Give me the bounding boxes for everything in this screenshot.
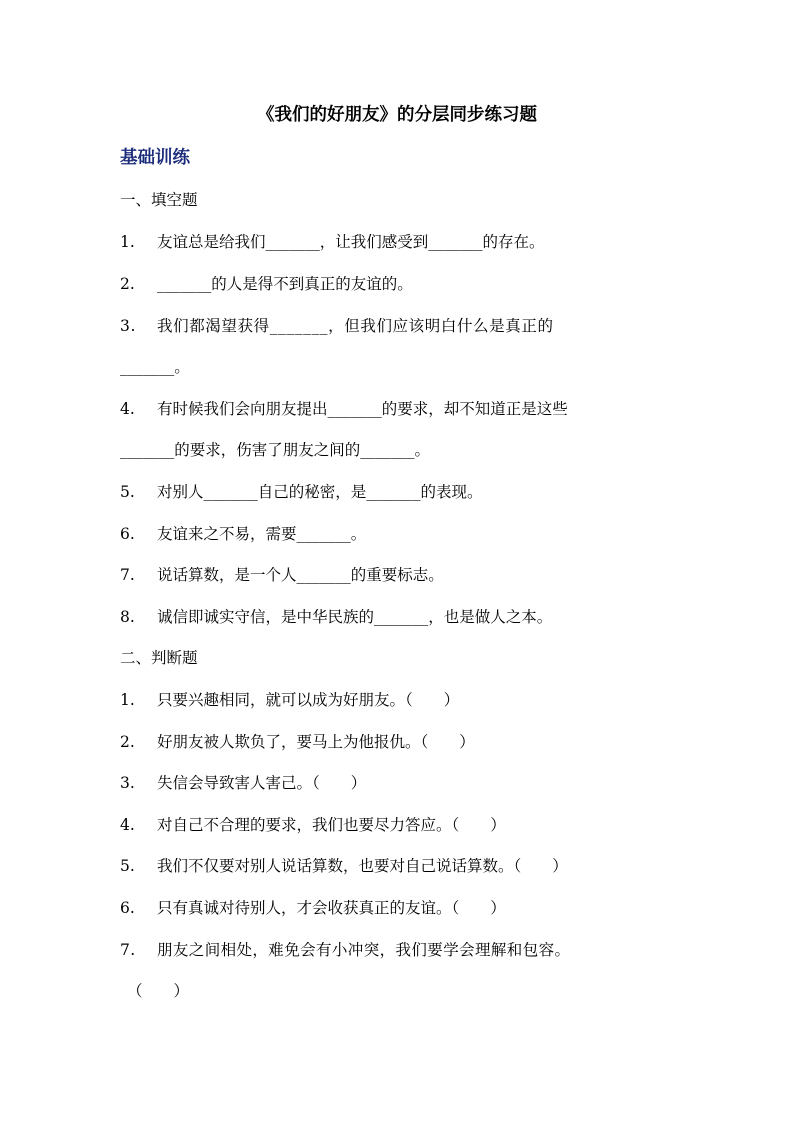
true-false-question (120, 855, 568, 877)
question-text: 友谊总是给我们_______，让我们感受到_______的存在。 (157, 233, 545, 251)
question-continuation: _______的要求，伤害了朋友之间的_______。 (120, 441, 431, 459)
true-false-question (120, 897, 506, 919)
question-number: 5. (120, 857, 135, 875)
section-heading-true-false: 二、判断题 (120, 649, 198, 667)
true-false-question (120, 939, 570, 961)
question-number: 2. (120, 733, 135, 751)
question-number: 1. (120, 691, 135, 709)
question-continuation: _______。 (120, 358, 190, 376)
question-number: 3. (120, 317, 136, 335)
question-text: 我们不仅要对别人说话算数，也要对自己说话算数。（ ） (157, 857, 568, 875)
question-text: 友谊来之不易，需要_______。 (157, 525, 367, 543)
fill-blank-question (120, 481, 483, 503)
question-text: 只有真诚对待别人，才会收获真正的友谊。（ ） (157, 899, 506, 917)
question-text: _______的人是得不到真正的友谊的。 (157, 275, 413, 293)
question-number: 3. (120, 774, 135, 792)
question-text: 只要兴趣相同，就可以成为好朋友。（ ） (157, 691, 460, 709)
question-number: 1. (120, 233, 135, 251)
question-number: 4. (120, 816, 135, 834)
section-subtitle: 基础训练 (120, 148, 190, 168)
question-number: 7. (120, 941, 136, 959)
question-text: 说话算数，是一个人_______的重要标志。 (157, 566, 444, 584)
fill-blank-question (120, 564, 444, 586)
question-text: 我们都渴望获得_______，但我们应该明白什么是真正的 (157, 317, 554, 335)
question-text: 对自己不合理的要求，我们也要尽力答应。（ ） (157, 816, 506, 834)
question-number: 7. (120, 566, 135, 584)
question-text: 朋友之间相处，难免会有小冲突，我们要学会理解和包容。 (157, 941, 571, 959)
question-text: 有时候我们会向朋友提出_______的要求，却不知道正是这些 (157, 400, 568, 418)
question-number: 8. (120, 608, 135, 626)
fill-blank-question (120, 523, 366, 545)
question-number: 2. (120, 275, 135, 293)
true-false-question (120, 772, 366, 794)
fill-blank-question (120, 273, 413, 295)
true-false-question (120, 731, 475, 753)
fill-blank-question (120, 315, 554, 337)
question-number: 4. (120, 400, 135, 418)
fill-blank-question (120, 398, 568, 420)
question-number: 6. (120, 899, 135, 917)
true-false-question (120, 814, 506, 836)
fill-blank-question (120, 231, 545, 253)
page-title: 《我们的好朋友》的分层同步练习题 (257, 105, 537, 125)
question-text: 诚信即诚实守信，是中华民族的_______，也是做人之本。 (157, 608, 553, 626)
section-heading-fill-blank: 一、填空题 (120, 191, 198, 209)
question-text: 好朋友被人欺负了，要马上为他报仇。（ ） (157, 733, 475, 751)
true-false-question (120, 689, 459, 711)
question-number: 6. (120, 525, 135, 543)
fill-blank-question (120, 606, 552, 628)
answer-parentheses: （ ） (127, 982, 190, 1000)
question-number: 5. (120, 483, 135, 501)
question-text: 失信会导致害人害己。（ ） (157, 774, 367, 792)
question-text: 对别人_______自己的秘密，是_______的表现。 (157, 483, 483, 501)
